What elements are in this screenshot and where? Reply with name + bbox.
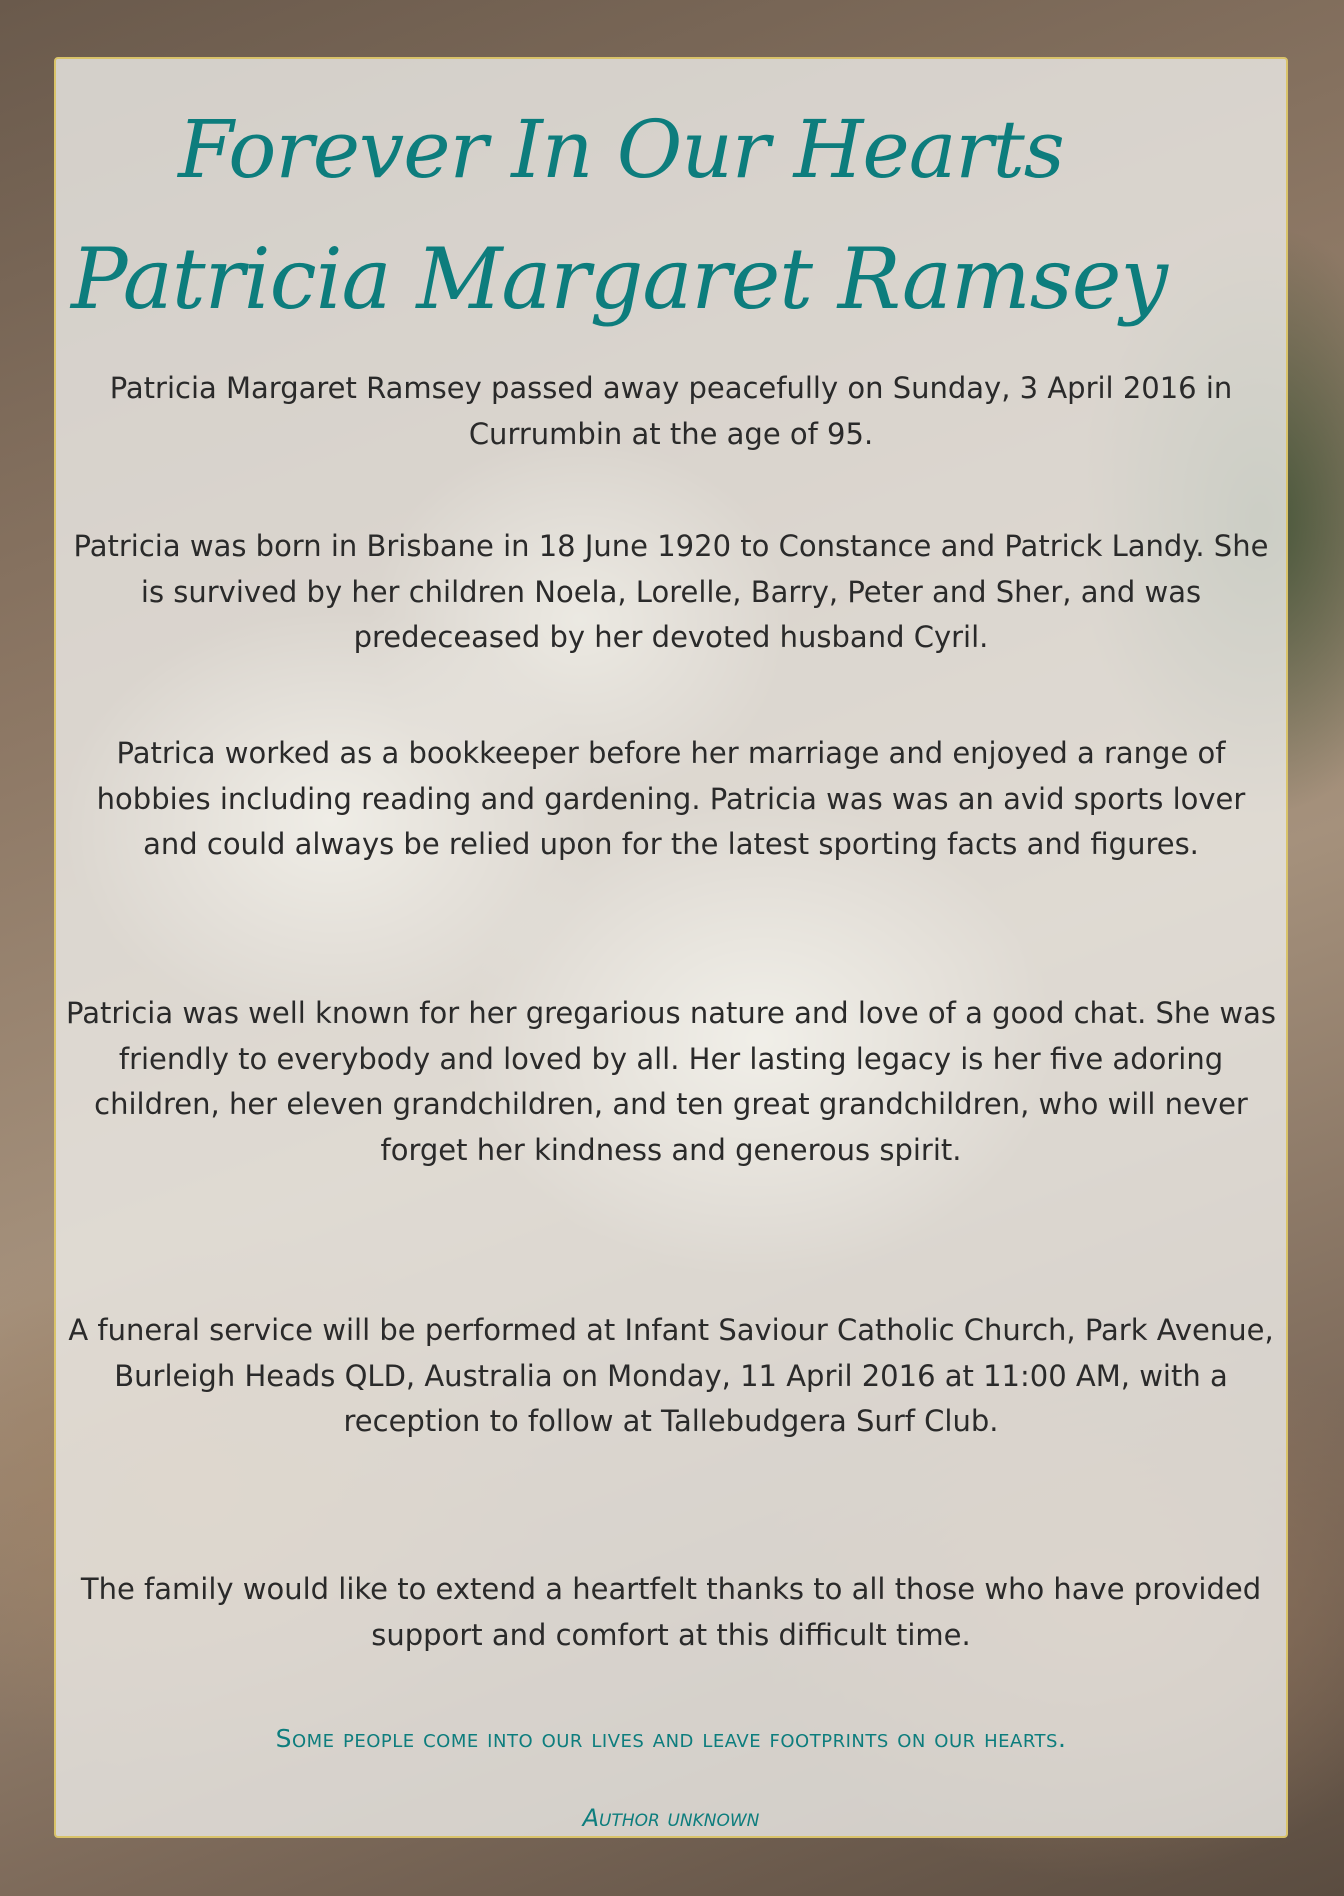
paragraph-family: Patricia was born in Brisbane in 18 June 1920 to Constance and Patrick Landy. She is survived by her children Noela, Lorelle, Barry, Peter and Sher, and was predeceased by her devoted husband Cyril.: [73, 529, 1269, 654]
paragraph-passing: Patricia Margaret Ramsey passed away peacefully on Sunday, 3 April 2016 in Currumbin at the age of 95.: [109, 371, 1233, 451]
paragraph-legacy: Patricia was well known for her gregarious nature and love of a good chat. She was friendly to everybody and loved by all. Her lasting legacy is her five adoring children, her eleven grandchildren, and ten great grandchildren, who will never forget her kindness and generous spirit.: [66, 996, 1276, 1167]
paragraph-funeral-service: A funeral service will be performed at Infant Saviour Catholic Church, Park Avenue, Burleigh Heads QLD, Australia on Monday, 11 April 2016 at 11:00 AM, with a reception to follow at Tallebudgera Surf Club.: [68, 1313, 1274, 1438]
card-heading: Forever In Our Hearts: [178, 103, 1064, 196]
paragraph-hobbies: Patrica worked as a bookkeeper before her marriage and enjoyed a range of hobbies including reading and gardening. Patricia was was an avid sports lover and could always be relied upon for the latest sporting facts and figures.: [96, 736, 1246, 861]
paragraph-thanks: The family would like to extend a heartfelt thanks to all those who have provided support and comfort at this difficult time.: [80, 1572, 1262, 1652]
closing-quote: Some people come into our lives and leave footprints on our hearts.: [275, 1724, 1067, 1753]
quote-author: Author unknown: [582, 1804, 760, 1832]
memorial-card: [54, 57, 1288, 1838]
deceased-name: Patricia Margaret Ramsey: [71, 230, 1167, 328]
